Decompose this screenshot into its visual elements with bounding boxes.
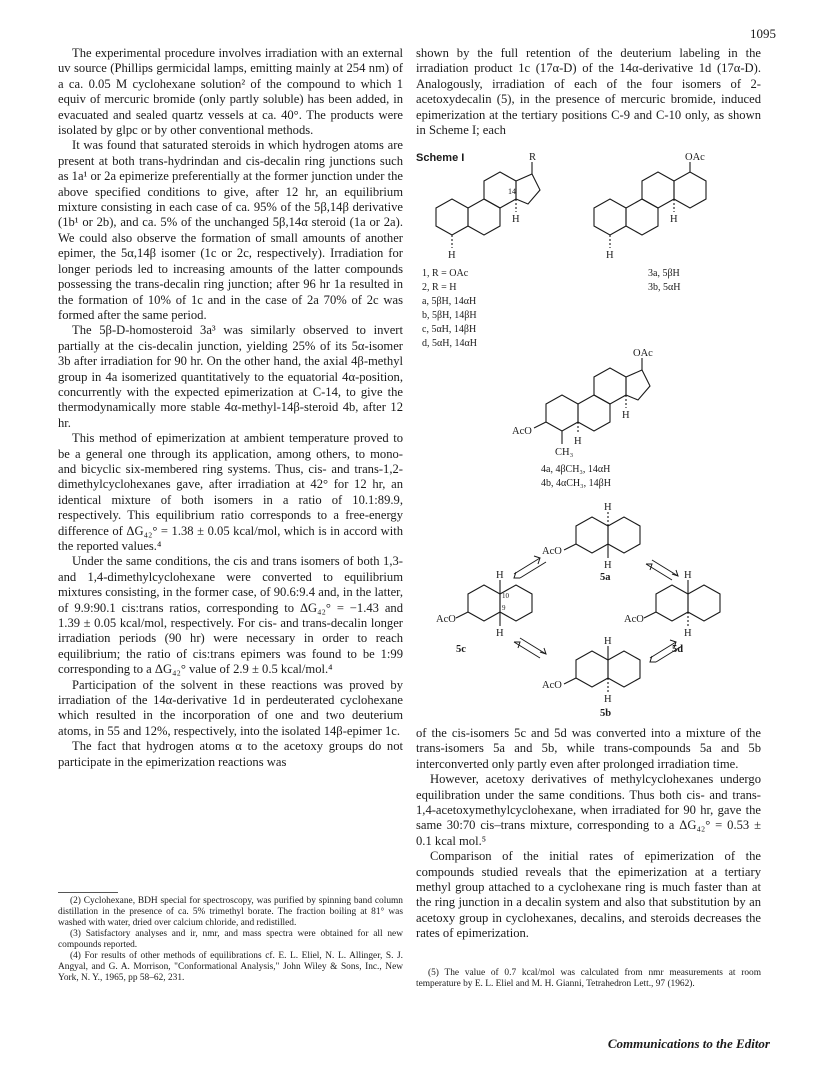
compound-label: 4a, 4βCH₃, 14αH <box>541 464 611 475</box>
decalin-5c-structure <box>456 580 532 626</box>
compound-5a-label: 5a <box>600 572 611 583</box>
scheme-title: Scheme I <box>416 152 465 164</box>
h-label: H <box>512 214 520 225</box>
aco-label: AcO <box>436 614 456 625</box>
footnote-divider <box>58 892 118 893</box>
aco-label: AcO <box>512 426 532 437</box>
compound-label: 3b, 5αH <box>648 282 681 293</box>
compound-5c-label: 5c <box>456 644 466 655</box>
footnote: (3) Satisfactory analyses and ir, nmr, and mass spectra were obtained for all new compounds reported. <box>58 929 403 950</box>
h-label: H <box>448 250 456 261</box>
steroid-3-structure <box>594 162 706 248</box>
c9-label: 9 <box>502 604 506 612</box>
compound-label: 1, R = OAc <box>422 268 469 279</box>
footnotes-right <box>416 968 761 990</box>
h-label: H <box>496 570 504 581</box>
h-label: H <box>604 502 612 513</box>
c10-label: 10 <box>502 592 509 600</box>
paragraph: However, acetoxy derivatives of methylcyclohexanes undergo equilibration under the same conditions. Thus both cis- and trans-1,4-acetoxymethylcyclohexane, when irradiated for 90 hr, gave the same 30:70 cis–trans mixture, corresponding to a ΔG₄₂° = 0.53 ± 0.1 kcal mol.⁵ <box>416 772 761 848</box>
aco-label: AcO <box>542 680 562 691</box>
c14-label: 14 <box>508 187 516 196</box>
compound-label: a, 5βH, 14αH <box>422 296 477 307</box>
page-number: 1095 <box>750 26 776 41</box>
decalin-5b-structure <box>564 646 640 692</box>
ch3-label: CH₃ <box>555 447 574 458</box>
paragraph: The fact that hydrogen atoms α to the acetoxy groups do not participate in the epimerization reactions was <box>58 739 403 769</box>
footnote: (5) The value of 0.7 kcal/mol was calculated from nmr measurements at room temperature by E. L. Eliel and M. H. Gianni, Tetrahedron Lett., 97 (1962). <box>416 968 761 989</box>
paragraph: shown by the full retention of the deuterium labeling in the irradiation product 1c (17α-D) of the 14α-derivative 1d (17α-D). Analogously, irradiation of each of the four isomers of 2-acetoxydecalin (5), in the presence of mercuric bromide, induced epimerization at the tertiary positions C-9 and C-10 only, as shown in Scheme I; each <box>416 46 761 138</box>
paragraph: Participation of the solvent in these reactions was proved by irradiation of the 14α-derivative 1d in perdeuterated cyclohexane which resulted in the incorporation of one and two deuterium atoms, in 55 and 12%, respectively, into the isolated 14β-epimer 1c. <box>58 677 403 738</box>
oac-label: OAc <box>685 152 705 163</box>
compound-5b-label: 5b <box>600 708 612 719</box>
paragraph: The 5β-D-homosteroid 3a³ was similarly observed to invert partially at the cis-decalin junction, yielding 25% of its 5α-isomer 3b after irradiation for 90 hr. On the other hand, the axial 4β-methyl group in 4a isomerized quantitatively to the equatorial 4α-position, concurrently with the expected epimerization at C-14, to give the thermodynamically more stable 4α-methyl-14β-steroid 4b, after 12 hr. <box>58 323 403 430</box>
aco-label: AcO <box>624 614 644 625</box>
right-column-bottom <box>416 726 761 942</box>
left-column <box>58 46 403 770</box>
paragraph: Comparison of the initial rates of epimerization of the compounds studied reveals that the epimerization at a tertiary methyl group attached to a cyclohexane ring is much faster than at the ring junction in a decalin system and also that substitution by an acetoxy group in cyclohexanes, decalins, and steroids decreases the rates of epimerization. <box>416 849 761 941</box>
h-label: H <box>574 436 582 447</box>
paragraph: Under the same conditions, the cis and trans isomers of both 1,3- and 1,4-dimethylcyclohexane were converted to equilibrium mixtures consisting, in the former case, of 90.6:9.4 and, in the latter, of 9.9:90.1 cis:trans ratios, corresponding to ΔG₄₂° = −1.43 and 1.39 ± 0.05 kcal/mol, respectively. For cis- and trans-decalin longer irradiation periods (90 hr) were necessary in order to reach equilibrium; the ratio of cis:trans epimers was found to be 1:99 corresponding to a ΔG₄₂° value of 2.9 ± 0.5 kcal/mol.⁴ <box>58 554 403 677</box>
steroid-4-structure <box>534 358 650 444</box>
paragraph: It was found that saturated steroids in which hydrogen atoms are present at both trans-hydrindan and cis-decalin ring junctions such as 1a¹ or 2a epimerize preferentially at the former junction under the above specified conditions to give, after 12 hr, an equilibrium mixture consisting in each case of ca. 95% of the 5β,14β derivative (1b¹ or 2b), and ca. 5% of the unchanged 5β,14α steroid (1a or 2a). We could also observe the formation of small amounts of another epimer, the 5α,14β isomer (1c or 2c, respectively). Irradiation for longer periods led to increasing amounts of the latter compounds possessing the trans-decalin ring junction; after 96 hr 1a resulted in the formation of 10% of 1c and in the case of 2a 70% of 2c was formed after the same period. <box>58 138 403 322</box>
oac-label: OAc <box>633 348 653 359</box>
aco-label: AcO <box>542 546 562 557</box>
compound-label: b, 5βH, 14βH <box>422 310 477 321</box>
compound-5d-label: 5d <box>672 644 684 655</box>
h-label: H <box>622 410 630 421</box>
h-label: H <box>684 628 692 639</box>
compound-label: 2, R = H <box>422 282 457 293</box>
decalin-5d-structure <box>644 580 720 626</box>
h-label: H <box>496 628 504 639</box>
compound-label: 3a, 5βH <box>648 268 680 279</box>
right-column-top <box>416 46 761 138</box>
steroid-1-2-structure <box>436 162 540 248</box>
compound-label: 4b, 4αCH₃, 14βH <box>541 478 611 489</box>
paragraph: The experimental procedure involves irradiation with an external uv source (Phillips germicidal lamps, emitting mainly at 254 nm) of a ca. 0.05 M cyclohexane solution² of the compound to which 1 equiv of mercuric bromide (only partly soluble) has been added, in evacuated and sealed quartz vessels at ca. 40°. The products were isolated by glpc or by other conventional methods. <box>58 46 403 138</box>
h-label: H <box>604 560 612 571</box>
section-footer: Communications to the Editor <box>607 1036 770 1051</box>
compound-label: d, 5αH, 14αH <box>422 338 477 349</box>
paragraph: of the cis-isomers 5c and 5d was converted into a mixture of the trans-isomers 5a and 5b, while trans-compounds 5a and 5b interconverted only partly even after prolonged irradiation time. <box>416 726 761 771</box>
h-label: H <box>604 694 612 705</box>
equilibrium-arrows <box>514 556 682 662</box>
h-label: H <box>684 570 692 581</box>
footnotes-left <box>58 896 403 984</box>
decalin-5a-structure <box>564 512 640 558</box>
r-label: R <box>529 152 537 163</box>
footnote: (4) For results of other methods of equilibrations cf. E. L. Eliel, N. L. Allinger, S. J. Angyal, and G. A. Morrison, "Conformational Analysis," John Wiley & Sons, Inc., New York, N. Y., 1965, pp 58–62, 231. <box>58 951 403 983</box>
compound-label: c, 5αH, 14βH <box>422 324 477 335</box>
paragraph: This method of epimerization at ambient temperature proved to be a general one through its application, among others, to mono- and bicyclic six-membered ring systems. Thus, cis- and trans-1,2-dimethylcyclohexanes gave, after irradiation at 42° for 12 hr, an identical mixture of both isomers in a ratio of 10.1:89.9, respectively. This equilibrium ratio corresponds to a free-energy difference of ΔG₄₂° = 1.38 ± 0.05 kcal/mol, which is in accord with the reported values.⁴ <box>58 431 403 553</box>
footnote: (2) Cyclohexane, BDH special for spectroscopy, was purified by spinning band column distillation in the presence of ca. 5% trimethyl borate. The fraction boiling at 81° was washed with water, dried over calcium chloride, and redistilled. <box>58 896 403 928</box>
h-label: H <box>606 250 614 261</box>
h-label: H <box>604 636 612 647</box>
h-label: H <box>670 214 678 225</box>
